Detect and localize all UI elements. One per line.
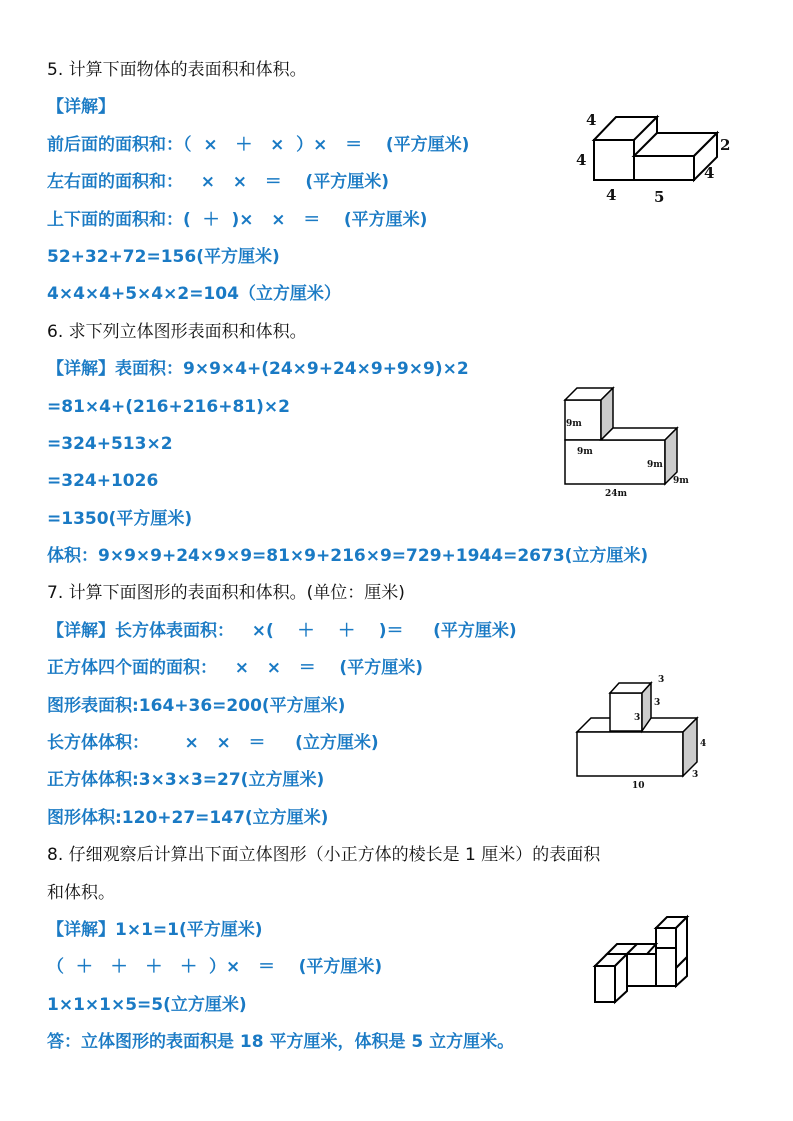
q6-answer-line: 【详解】表面积：9×9×4+(24×9+24×9+9×9)×2 [47, 359, 469, 380]
q5-answer-line: 52+32+72=156(平方厘米) [47, 246, 280, 267]
question-7: 7. 计算下面图形的表面积和体积。(单位：厘米) [47, 583, 405, 604]
q5-answer-line: 上下面的面积和：( ＋ )× × ＝ (平方厘米) [47, 209, 428, 230]
question-6: 6. 求下列立体图形表面积和体积。 [47, 321, 307, 342]
q7-answer-line: 正方体四个面的面积： × × ＝ (平方厘米) [47, 658, 423, 679]
q7-answer-line: 图形表面积:164+36=200(平方厘米) [47, 695, 346, 716]
fig7-label: 3 [692, 770, 699, 780]
fig6-label: 9m [647, 460, 663, 470]
q6-answer-line: =81×4+(216+216+81)×2 [47, 396, 290, 417]
fig5-label: 2 [720, 136, 731, 154]
q7-figure [570, 670, 720, 795]
question-8-cont: 和体积。 [47, 882, 115, 903]
question-8: 8. 仔细观察后计算出下面立体图形（小正方体的棱长是 1 厘米）的表面积 [47, 845, 601, 866]
fig7-label: 3 [634, 713, 641, 723]
q8-answer-line: 【详解】1×1=1(平方厘米) [47, 919, 263, 940]
q5-answer-line: 4×4×4+5×4×2=104（立方厘米） [47, 284, 341, 305]
q6-answer-line: =324+1026 [47, 471, 159, 492]
fig7-label: 3 [654, 698, 661, 708]
q7-answer-line: 正方体体积:3×3×3=27(立方厘米) [47, 770, 325, 791]
fig6-label: 24m [605, 489, 628, 499]
q8-answer-line: 答：立体图形的表面积是 18 平方厘米，体积是 5 立方厘米。 [47, 1032, 515, 1053]
fig5-label: 4 [576, 151, 587, 169]
fig6-label: 9m [673, 476, 689, 486]
q7-answer-line: 【详解】长方体表面积： ×( ＋ ＋ )＝ (平方厘米) [47, 620, 517, 641]
q8-figure [590, 910, 710, 1010]
q6-answer-line: =1350(平方厘米) [47, 508, 193, 529]
fig5-label: 4 [704, 164, 715, 182]
fig6-label: 9m [577, 447, 593, 457]
q8-answer-line: 1×1×1×5=5(立方厘米) [47, 994, 247, 1015]
fig5-label: 5 [654, 188, 665, 206]
fig6-label: 9m [566, 419, 582, 429]
q7-answer-line: 长方体体积： × × ＝ (立方厘米) [47, 733, 379, 754]
fig5-label: 4 [606, 186, 617, 204]
q5-answer-line: 前后面的面积和：（ × ＋ × ）× ＝ (平方厘米) [47, 134, 470, 155]
q5-figure [570, 105, 740, 210]
fig7-label: 3 [658, 675, 665, 685]
q7-answer-line: 图形体积:120+27=147(立方厘米) [47, 807, 329, 828]
q6-answer-line: =324+513×2 [47, 433, 173, 454]
q6-figure [555, 380, 700, 500]
fig5-label: 4 [586, 111, 597, 129]
q8-answer-line: （ ＋ ＋ ＋ ＋ ）× ＝ (平方厘米) [47, 957, 383, 978]
q5-answer-line: 【详解】 [47, 97, 115, 118]
fig7-label: 4 [700, 739, 707, 749]
q5-answer-line: 左右面的面积和： × × ＝ (平方厘米) [47, 172, 389, 193]
question-5: 5. 计算下面物体的表面积和体积。 [47, 60, 307, 80]
fig7-label: 10 [632, 781, 645, 791]
q6-answer-line: 体积：9×9×9+24×9×9=81×9+216×9=729+1944=2673(立方厘米) [47, 546, 649, 567]
